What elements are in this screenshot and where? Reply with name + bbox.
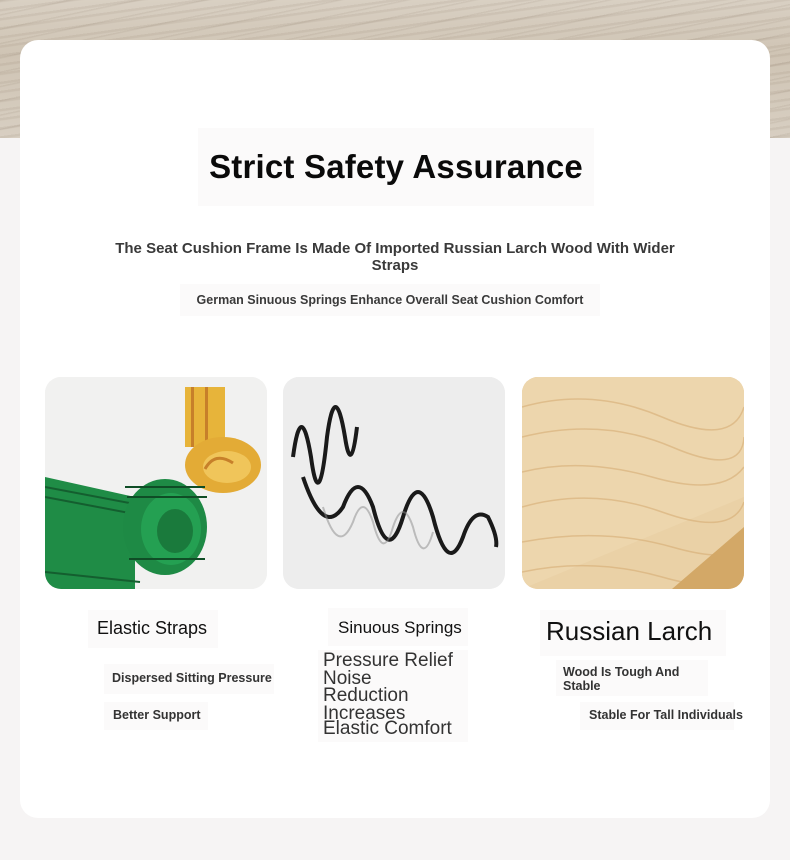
feature-point: Pressure Relief xyxy=(323,650,453,671)
russian-larch-title: Russian Larch xyxy=(546,616,713,646)
sinuous-springs-title: Sinuous Springs xyxy=(338,618,462,637)
feature-point: Better Support xyxy=(113,708,201,722)
feature-point: Dispersed Sitting Pressure xyxy=(112,671,272,685)
sinuous-springs-image xyxy=(283,377,505,589)
russian-larch-image xyxy=(522,377,744,589)
feature-point: Wood Is Tough And xyxy=(563,665,680,679)
feature-point: Noise xyxy=(323,668,372,689)
page-title: Strict Safety Assurance xyxy=(209,148,583,185)
subtitle-secondary: German Sinuous Springs Enhance Overall Seat Cushion Comfort xyxy=(196,293,584,307)
feature-point: Stable For Tall Individuals xyxy=(589,708,743,722)
feature-point: Stable xyxy=(563,679,601,693)
elastic-straps-title: Elastic Straps xyxy=(97,618,208,638)
elastic-straps-image xyxy=(45,377,267,589)
title-box xyxy=(198,128,594,206)
feature-point: Increases xyxy=(323,703,406,724)
subtitle-secondary-box xyxy=(180,284,600,316)
subtitle: The Seat Cushion Frame Is Made Of Imported Russian Larch Wood With Wider Straps xyxy=(115,240,675,274)
feature-point: Reduction xyxy=(323,685,409,706)
feature-point: Elastic Comfort xyxy=(323,718,452,739)
